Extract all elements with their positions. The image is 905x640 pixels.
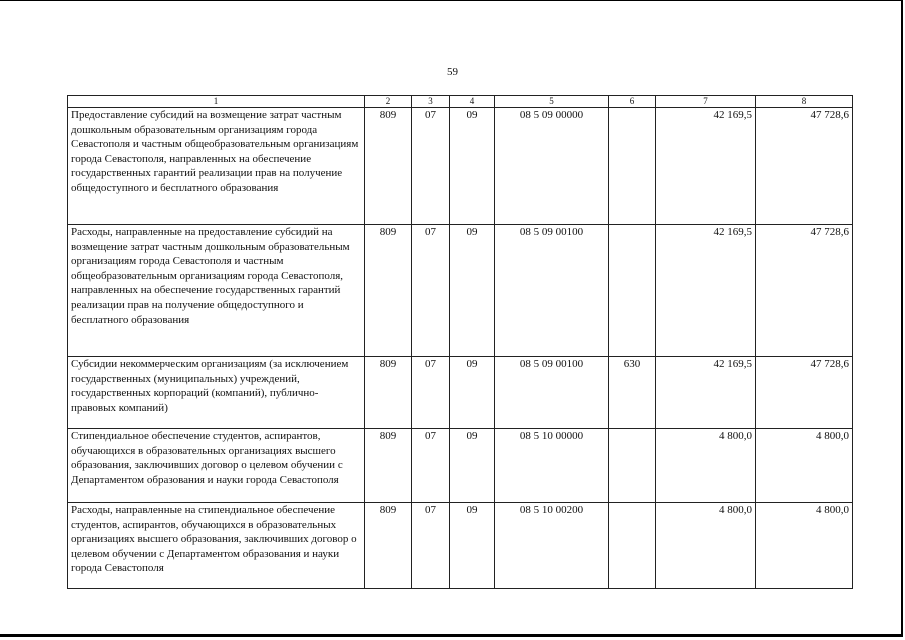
amount-col7: 42 169,5 — [656, 357, 756, 429]
amount-col7: 42 169,5 — [656, 225, 756, 357]
section-code: 07 — [412, 503, 450, 589]
section-code: 07 — [412, 429, 450, 503]
amount-col8: 4 800,0 — [756, 429, 853, 503]
row-description: Стипендиальное обеспечение студентов, аспирантов, обучающихся в образовательных организациях высшего образования, заключивших договор о целевом обучении с Департаментом образования и науки города Севастополя — [68, 429, 365, 503]
column-header: 7 — [656, 96, 756, 108]
expense-type-code — [609, 108, 656, 225]
subsection-code: 09 — [450, 225, 495, 357]
column-header: 5 — [495, 96, 609, 108]
column-header: 3 — [412, 96, 450, 108]
column-header: 8 — [756, 96, 853, 108]
ministry-code: 809 — [365, 503, 412, 589]
row-description: Расходы, направленные на стипендиальное обеспечение студентов, аспирантов, обучающихся в образовательных организациях высшего образования, заключивших договор о целевом обучении с Департаментом образования и науки города Севастополя — [68, 503, 365, 589]
table-row — [68, 429, 853, 503]
ministry-code: 809 — [365, 357, 412, 429]
target-article-code: 08 5 09 00100 — [495, 357, 609, 429]
amount-col8: 47 728,6 — [756, 225, 853, 357]
table-row — [68, 108, 853, 225]
table-row — [68, 357, 853, 429]
column-header: 6 — [609, 96, 656, 108]
target-article-code: 08 5 09 00100 — [495, 225, 609, 357]
section-code: 07 — [412, 225, 450, 357]
table-row — [68, 225, 853, 357]
amount-col8: 47 728,6 — [756, 108, 853, 225]
amount-col8: 4 800,0 — [756, 503, 853, 589]
ministry-code: 809 — [365, 429, 412, 503]
section-code: 07 — [412, 108, 450, 225]
expense-type-code — [609, 429, 656, 503]
amount-col7: 42 169,5 — [656, 108, 756, 225]
target-article-code: 08 5 10 00200 — [495, 503, 609, 589]
amount-col8: 47 728,6 — [756, 357, 853, 429]
table-row — [68, 503, 853, 589]
target-article-code: 08 5 09 00000 — [495, 108, 609, 225]
row-description: Предоставление субсидий на возмещение затрат частным дошкольным образовательным организациям города Севастополя и частным общеобразовательным организациям города Севастополя, направленных на обеспечение государственных гарантий реализации прав на получение общедоступного и бесплатного образования — [68, 108, 365, 225]
column-header: 1 — [68, 96, 365, 108]
subsection-code: 09 — [450, 429, 495, 503]
subsection-code: 09 — [450, 357, 495, 429]
subsection-code: 09 — [450, 503, 495, 589]
expense-type-code: 630 — [609, 357, 656, 429]
row-description: Субсидии некоммерческим организациям (за исключением государственных (муниципальных) учреждений, государственных корпораций (компаний), публично-правовых компаний) — [68, 357, 365, 429]
ministry-code: 809 — [365, 108, 412, 225]
section-code: 07 — [412, 357, 450, 429]
column-header: 4 — [450, 96, 495, 108]
amount-col7: 4 800,0 — [656, 429, 756, 503]
expense-type-code — [609, 503, 656, 589]
row-description: Расходы, направленные на предоставление субсидий на возмещение затрат частным дошкольным образовательным организациям города Севастополя и частным общеобразовательным организациям города Севастополя, направленных на обеспечение государственных гарантий реализации прав на получение общедоступного и бесплатного образования — [68, 225, 365, 357]
ministry-code: 809 — [365, 225, 412, 357]
target-article-code: 08 5 10 00000 — [495, 429, 609, 503]
expense-type-code — [609, 225, 656, 357]
page-number: 59 — [447, 66, 458, 78]
table-header-row — [68, 96, 853, 108]
amount-col7: 4 800,0 — [656, 503, 756, 589]
column-header: 2 — [365, 96, 412, 108]
subsection-code: 09 — [450, 108, 495, 225]
budget-table — [67, 95, 853, 589]
